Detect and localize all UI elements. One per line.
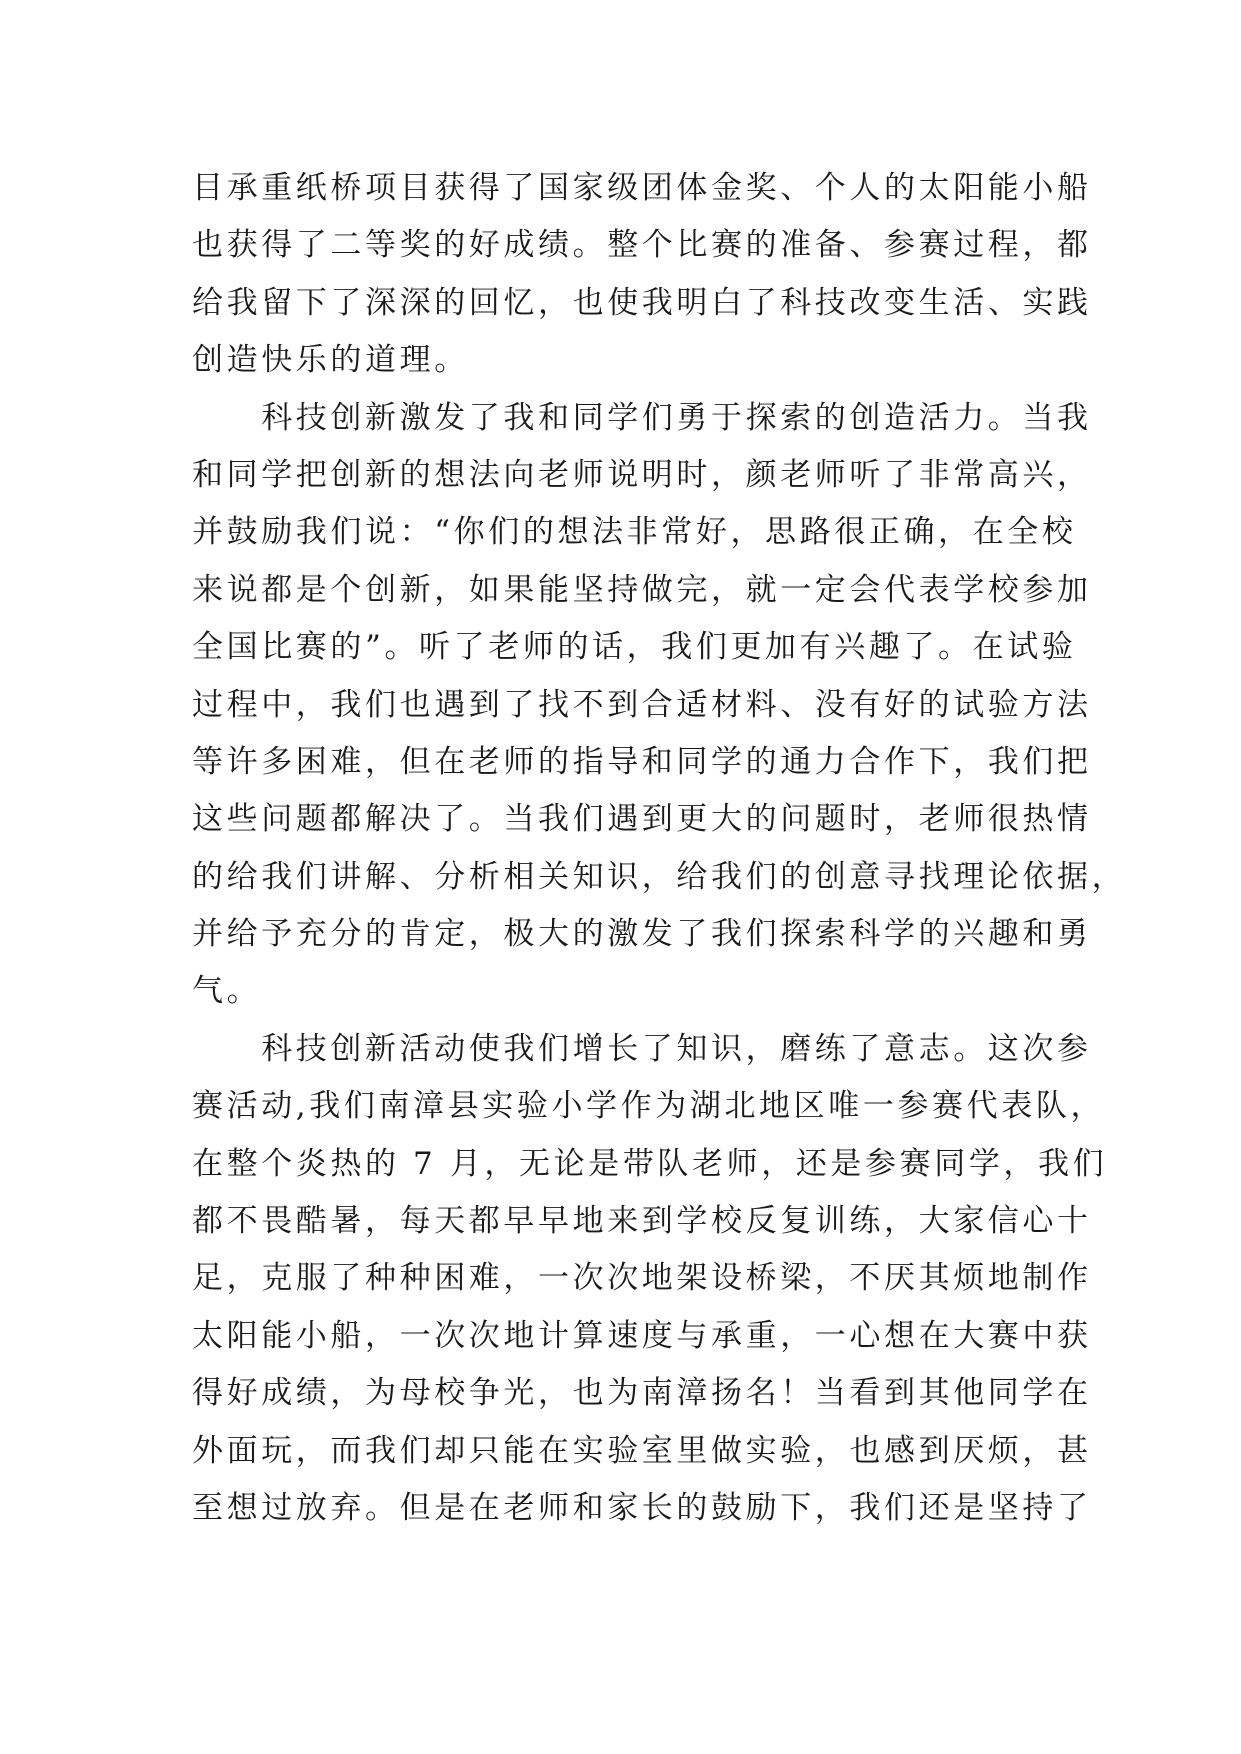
text-line: 外面玩，而我们却只能在实验室里做实验，也感到厌烦，甚 [192, 1432, 1092, 1469]
text-line: 过程中，我们也遇到了找不到合适材料、没有好的试验方法 [192, 686, 1092, 723]
text-line: 气。 [192, 973, 262, 1010]
text-line: 来说都是个创新，如果能坚持做完，就一定会代表学校参加 [192, 571, 1092, 608]
text-line: 的给我们讲解、分析相关知识，给我们的创意寻找理论依据， [192, 858, 1127, 895]
text-line: 给我留下了深深的回忆，也使我明白了科技改变生活、实践 [192, 284, 1092, 321]
text-line: 都不畏酷暑，每天都早早地来到学校反复训练，大家信心十 [192, 1203, 1092, 1240]
text-line: 至想过放弃。但是在老师和家长的鼓励下，我们还是坚持了 [192, 1489, 1092, 1526]
text-line: 赛活动,我们南漳县实验小学作为湖北地区唯一参赛代表队， [192, 1088, 1106, 1125]
text-line: 这些问题都解决了。当我们遇到更大的问题时，老师很热情 [192, 801, 1092, 838]
text-line: 和同学把创新的想法向老师说明时，颜老师听了非常高兴， [192, 456, 1092, 493]
text-line: 太阳能小船，一次次地计算速度与承重，一心想在大赛中获 [192, 1317, 1092, 1354]
text-line: 并给予充分的肯定，极大的激发了我们探索科学的兴趣和勇 [192, 916, 1092, 953]
paragraph-2 [192, 390, 1127, 1021]
text-line: 得好成绩，为母校争光，也为南漳扬名！当看到其他同学在 [192, 1375, 1092, 1412]
text-line: 并鼓励我们说：“你们的想法非常好，思路很正确，在全校 [192, 514, 1077, 551]
text-line: 目承重纸桥项目获得了国家级团体金奖、个人的太阳能小船 [192, 170, 1092, 206]
paragraph-3 [192, 1021, 1108, 1538]
text-line: 足，克服了种种困难，一次次地架设桥梁，不厌其烦地制作 [192, 1260, 1092, 1297]
text-line: 在整个炎热的 7 月，无论是带队老师，还是参赛同学，我们 [192, 1145, 1108, 1182]
text-line: 科技创新激发了我和同学们勇于探索的创造活力。当我 [192, 399, 1092, 436]
body-text [192, 160, 1127, 1537]
paragraph-1 [192, 160, 1092, 390]
text-line: 也获得了二等奖的好成绩。整个比赛的准备、参赛过程，都 [192, 227, 1092, 264]
text-line: 创造快乐的道理。 [192, 342, 469, 379]
text-line: 科技创新活动使我们增长了知识，磨练了意志。这次参 [192, 1030, 1092, 1067]
text-line: 等许多困难，但在老师的指导和同学的通力合作下，我们把 [192, 743, 1092, 780]
text-line: 全国比赛的”。听了老师的话，我们更加有兴趣了。在试验 [192, 629, 1077, 666]
